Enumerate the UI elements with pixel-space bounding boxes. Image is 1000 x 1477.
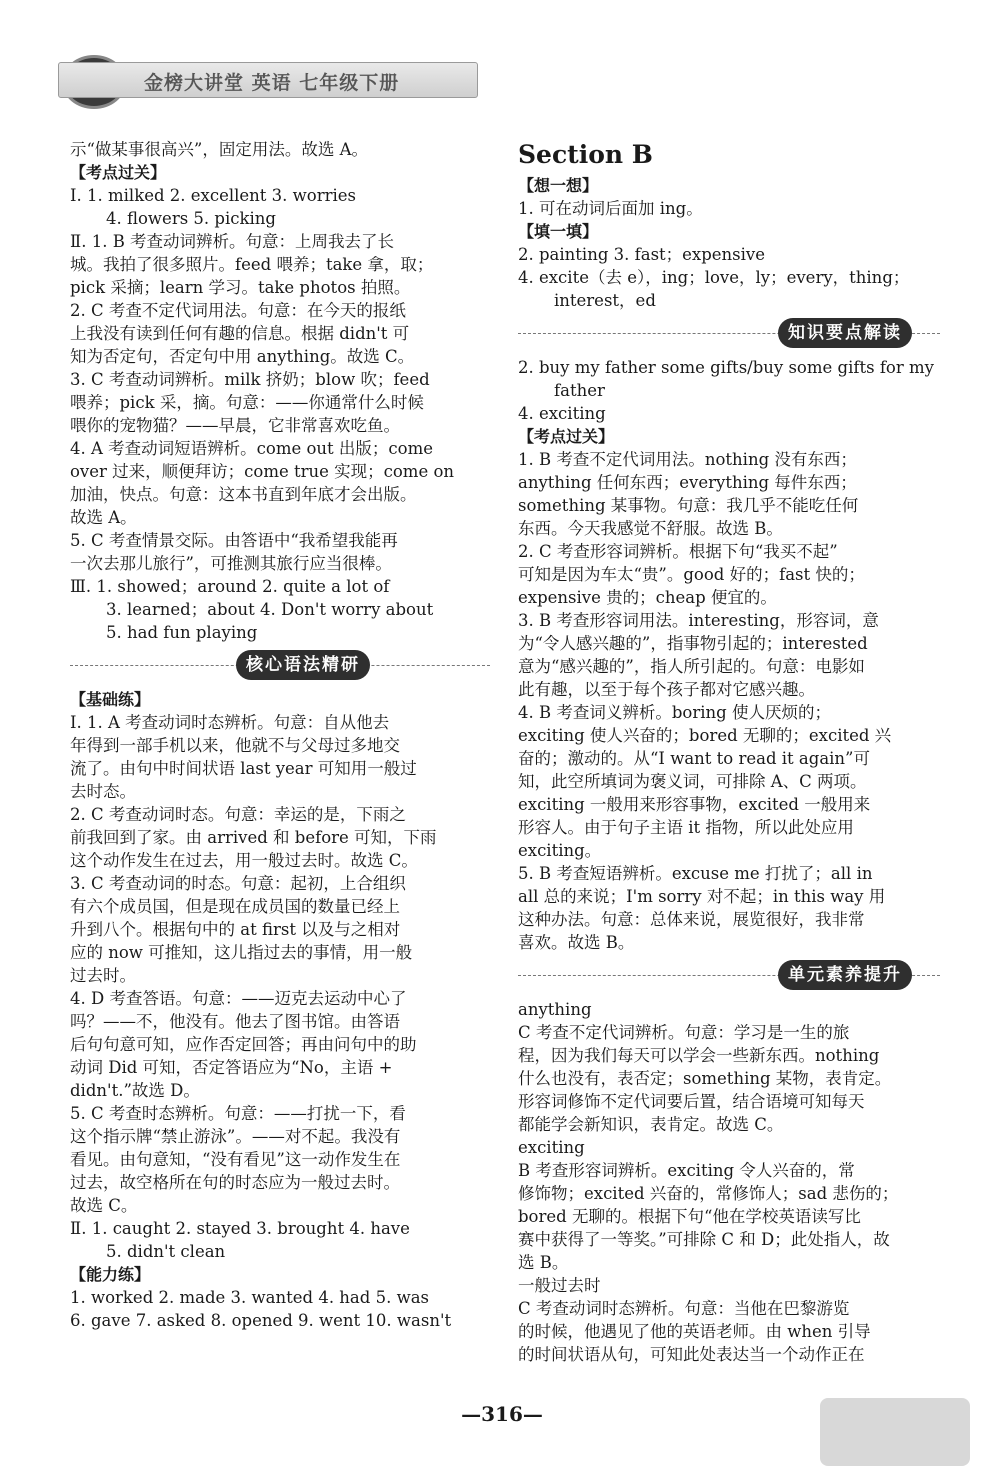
answer-line: 3. C 考查动词的时态。句意：起初，上合组织 [70, 874, 406, 893]
answer-line: 1. 可在动词后面加 ing。 [518, 199, 703, 218]
section-heading: Section B [518, 140, 653, 169]
answer-line: 故选 A。 [70, 508, 137, 527]
answer-line: Ⅰ. 1. milked 2. excellent 3. worries [70, 186, 356, 205]
answer-line: 一次去那儿旅行”，可推测其旅行应当很棒。 [70, 554, 392, 573]
left-column [70, 138, 490, 1332]
answer-line: all 总的来说；I'm sorry 对不起；in this way 用 [518, 887, 886, 906]
section-banner [518, 958, 940, 994]
answer-line: 喂你的宠物猫？——早晨，它非常喜欢吃鱼。 [70, 416, 400, 435]
answer-line: 3. B 考查形容词用法。interesting，形容词，意 [518, 611, 879, 630]
page-header [0, 0, 1000, 110]
subsection-label: 【填一填】 [518, 222, 599, 241]
subsection-label: 【能力练】 [70, 1265, 151, 1284]
answer-line: 4. D 考查答语。句意：——迈克去运动中心了 [70, 989, 407, 1008]
answer-line: 动词 Did 可知，否定答语应为“No，主语 + [70, 1058, 393, 1077]
answer-line: 6. gave 7. asked 8. opened 9. went 10. wasn't [70, 1311, 452, 1330]
answer-line: 1. B 考查不定代词用法。nothing 没有东西； [518, 450, 857, 469]
answer-line: 知，此空所填词为褒义词，可排除 A、C 两项。 [518, 772, 867, 791]
answer-line: 这个指示牌“禁止游泳”。——对不起。我没有 [70, 1127, 401, 1146]
answer-line: 选 B。 [518, 1253, 569, 1272]
answer-line: 4. flowers 5. picking [106, 209, 276, 228]
answer-line: 示“做某事很高兴”，固定用法。故选 A。 [70, 140, 369, 159]
answer-line: 过去，故空格所在句的时态应为一般过去时。 [70, 1173, 400, 1192]
answer-line: exciting [518, 1138, 585, 1157]
answer-line: 5. C 考查情景交际。由答语中“我希望我能再 [70, 531, 398, 550]
answer-line: 可知是因为车太“贵”。good 好的；fast 快的； [518, 565, 865, 584]
answer-line: Ⅱ. 1. caught 2. stayed 3. brought 4. have [70, 1219, 410, 1238]
answer-line: 都能学会新知识，表肯定。故选 C。 [518, 1115, 784, 1134]
section-banner-label: 核心语法精研 [236, 650, 370, 680]
answer-line: 形容人。由于句子主语 it 指物，所以此处应用 [518, 818, 854, 837]
answer-line: 吗？——不，他没有。他去了图书馆。由答语 [70, 1012, 400, 1031]
answer-line: exciting。 [518, 841, 602, 860]
right-column [518, 138, 940, 1366]
answer-line: 1. worked 2. made 3. wanted 4. had 5. was [70, 1288, 429, 1307]
answer-line: 5. had fun playing [106, 623, 258, 642]
answer-line: interest，ed [554, 291, 656, 310]
answer-line: anything [518, 1000, 592, 1019]
answer-line: 2. C 考查不定代词用法。句意：在今天的报纸 [70, 301, 406, 320]
answer-line: 赛中获得了一等奖。”可排除 C 和 D；此处指人，故 [518, 1230, 890, 1249]
answer-line: 奋的；激动的。从“I want to read it again”可 [518, 749, 870, 768]
answer-line: 2. painting 3. fast；expensive [518, 245, 766, 264]
answer-line: 2. buy my father some gifts/buy some gifts for my [518, 358, 934, 377]
answer-line: over 过来，顺便拜访；come true 实现；come on [70, 462, 455, 481]
answer-line: 2. C 考查动词时态。句意：幸运的是，下雨之 [70, 805, 406, 824]
answer-line: 这种办法。句意：总体来说，展览很好，我非常 [518, 910, 865, 929]
answer-line: 城。我拍了很多照片。feed 喂养；take 拿，取； [70, 255, 434, 274]
section-banner-label: 知识要点解读 [778, 318, 912, 348]
answer-line: 4. A 考查动词短语辨析。come out 出版；come [70, 439, 433, 458]
answer-line: 为“令人感兴趣的”，指事物引起的；interested [518, 634, 868, 653]
section-banner [518, 316, 940, 352]
subsection-label: 【考点过关】 [518, 427, 615, 446]
answer-line: father [554, 381, 605, 400]
header-bar [58, 62, 478, 98]
answer-line: 程，因为我们每天可以学会一些新东西。nothing [518, 1046, 880, 1065]
answer-line: 看见。由句意知，“没有看见”这一动作发生在 [70, 1150, 401, 1169]
answer-line: 4. exciting [518, 404, 606, 423]
answer-line: 的时间状语从句，可知此处表达当一个动作正在 [518, 1345, 865, 1364]
watermark-logo [820, 1398, 970, 1466]
answer-line: 后句句意可知，应作否定回答；再由问句中的助 [70, 1035, 417, 1054]
answer-line: bored 无聊的。根据下句“他在学校英语读写比 [518, 1207, 861, 1226]
answer-line: 升到八个。根据句中的 at first 以及与之相对 [70, 920, 401, 939]
answer-line: B 考查形容词辨析。exciting 令人兴奋的，常 [518, 1161, 855, 1180]
page-number: —316— [461, 1402, 543, 1426]
answer-line: 故选 C。 [70, 1196, 138, 1215]
answer-line: 3. C 考查动词辨析。milk 挤奶；blow 吹；feed [70, 370, 430, 389]
answer-line: 形容词修饰不定代词要后置，结合语境可知每天 [518, 1092, 865, 1111]
answer-line: 的时候，他遇见了他的英语老师。由 when 引导 [518, 1322, 871, 1341]
answer-line: 什么也没有，表否定；something 某物，表肯定。 [518, 1069, 892, 1088]
answer-line: 修饰物；excited 兴奋的，常修饰人；sad 悲伤的； [518, 1184, 899, 1203]
answer-line: C 考查动词时态辨析。句意：当他在巴黎游览 [518, 1299, 850, 1318]
answer-line: exciting 一般用来形容事物，excited 一般用来 [518, 795, 871, 814]
answer-line: 上我没有读到任何有趣的信息。根据 didn't 可 [70, 324, 410, 343]
answer-line: 知为否定句，否定句中用 anything。故选 C。 [70, 347, 415, 366]
answer-line: 过去时。 [70, 966, 136, 985]
header-title: 金榜大讲堂 英语 七年级下册 [144, 72, 400, 94]
answer-line: 3. learned；about 4. Don't worry about [106, 600, 434, 619]
answer-line: C 考查不定代词辨析。句意：学习是一生的旅 [518, 1023, 850, 1042]
answer-line: 前我回到了家。由 arrived 和 before 可知，下雨 [70, 828, 437, 847]
answer-line: 去时态。 [70, 782, 136, 801]
answer-line: 5. B 考查短语辨析。excuse me 打扰了；all in [518, 864, 873, 883]
answer-line: Ⅱ. 1. B 考查动词辨析。句意：上周我去了长 [70, 232, 395, 251]
answer-line: Ⅲ. 1. showed；around 2. quite a lot of [70, 577, 390, 596]
answer-line: 流了。由句中时间状语 last year 可知用一般过 [70, 759, 417, 778]
subsection-label: 【基础练】 [70, 690, 151, 709]
answer-line: 5. didn't clean [106, 1242, 226, 1261]
answer-line: 意为“感兴趣的”，指人所引起的。句意：电影如 [518, 657, 865, 676]
answer-line: 东西。今天我感觉不舒服。故选 B。 [518, 519, 783, 538]
answer-line: 此有趣，以至于每个孩子都对它感兴趣。 [518, 680, 815, 699]
answer-line: 年得到一部手机以来，他就不与父母过多地交 [70, 736, 400, 755]
answer-line: 2. C 考查形容词辨析。根据下句“我买不起” [518, 542, 838, 561]
answer-line: 这个动作发生在过去，用一般过去时。故选 C。 [70, 851, 418, 870]
answer-line: 5. C 考查时态辨析。句意：——打扰一下，看 [70, 1104, 406, 1123]
subsection-label: 【想一想】 [518, 176, 599, 195]
answer-line: 应的 now 可推知，这儿指过去的事情，用一般 [70, 943, 413, 962]
answer-line: 一般过去时 [518, 1276, 601, 1295]
answer-line: 4. excite（去 e），ing；love，ly；every，thing； [518, 268, 910, 287]
answer-line: didn't.”故选 D。 [70, 1081, 200, 1100]
answer-line: anything 任何东西；everything 每件东西； [518, 473, 857, 492]
answer-line: 加油，快点。句意：这本书直到年底才会出版。 [70, 485, 417, 504]
answer-line: something 某事物。句意：我几乎不能吃任何 [518, 496, 859, 515]
section-banner-label: 单元素养提升 [778, 960, 912, 990]
answer-line: 喜欢。故选 B。 [518, 933, 635, 952]
answer-line: pick 采摘；learn 学习。take photos 拍照。 [70, 278, 411, 297]
answer-line: 有六个成员国，但是现在成员国的数量已经上 [70, 897, 400, 916]
answer-line: 喂养；pick 采，摘。句意：——你通常什么时候 [70, 393, 424, 412]
answer-line: expensive 贵的；cheap 便宜的。 [518, 588, 777, 607]
answer-line: Ⅰ. 1. A 考查动词时态辨析。句意：自从他去 [70, 713, 390, 732]
section-banner [70, 648, 490, 684]
answer-line: exciting 使人兴奋的；bored 无聊的；excited 兴 [518, 726, 892, 745]
answer-line: 4. B 考查词义辨析。boring 使人厌烦的； [518, 703, 831, 722]
subsection-label: 【考点过关】 [70, 163, 167, 182]
